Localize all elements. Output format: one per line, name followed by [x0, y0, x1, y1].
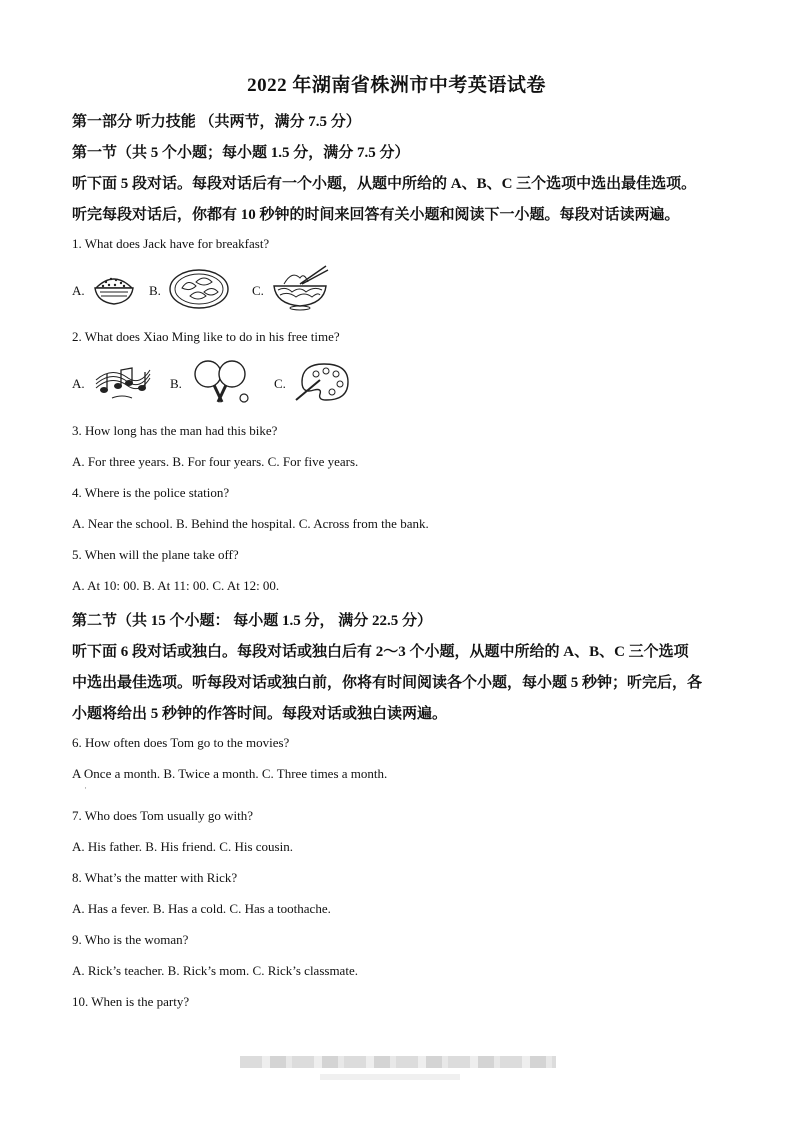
section2-instructions-3: 小题将给出 5 秒钟的作答时间。每段对话或独白读两遍。	[72, 706, 448, 722]
question-3-options: A. For three years. B. For four years. C. For five years.	[72, 454, 359, 469]
question-2: 2. What does Xiao Ming like to do in his free time?	[72, 329, 340, 344]
q2-option-c-label: C.	[274, 376, 286, 391]
question-7-options: A. His father. B. His friend. C. His cousin.	[72, 839, 293, 854]
section2-instructions-1: 听下面 6 段对话或独白。每段对话或独白后有 2～3 个小题，从题中所给的 A、B、C 三个选项	[72, 644, 689, 660]
question-10: 10. When is the party?	[72, 994, 190, 1009]
question-5: 5. When will the plane take off?	[72, 547, 239, 562]
question-5-options: A. At 10: 00. B. At 11: 00. C. At 12: 00.	[72, 578, 280, 593]
page-title: 2022 年湖南省株洲市中考英语试卷	[247, 75, 546, 96]
q2-option-b-label: B.	[170, 376, 182, 391]
section2-instructions-2: 中选出最佳选项。听每段对话或独白前，你将有时间阅读各个小题，每小题 5 秒钟；听完后，各	[72, 675, 703, 691]
question-9: 9. Who is the woman?	[72, 932, 189, 947]
music-notes-icon	[92, 360, 154, 402]
rice-bowl-icon	[92, 270, 136, 308]
question-1: 1. What does Jack have for breakfast?	[72, 236, 270, 251]
ping-pong-paddles-icon	[190, 358, 250, 408]
section1-instructions-1: 听下面 5 段对话。每段对话后有一个小题，从题中所给的 A、B、C 三个选项中选出最佳选项。	[72, 176, 697, 192]
question-8-options: A. Has a fever. B. Has a cold. C. Has a toothache.	[72, 901, 331, 916]
scan-speck: ·	[84, 783, 87, 793]
question-8: 8. What’s the matter with Rick?	[72, 870, 238, 885]
dumplings-plate-icon	[168, 268, 230, 310]
question-6: 6. How often does Tom go to the movies?	[72, 735, 290, 750]
section2-heading: 第二节（共 15 个小题： 每小题 1.5 分， 满分 22.5 分）	[72, 613, 433, 629]
section1-heading: 第一节（共 5 个小题；每小题 1.5 分，满分 7.5 分）	[72, 145, 410, 161]
question-9-options: A. Rick’s teacher. B. Rick’s mom. C. Rick’s classmate.	[72, 963, 358, 978]
paint-palette-icon	[294, 360, 352, 404]
question-3: 3. How long has the man had this bike?	[72, 423, 278, 438]
part1-heading: 第一部分 听力技能 （共两节，满分 7.5 分）	[72, 114, 361, 130]
question-7: 7. Who does Tom usually go with?	[72, 808, 253, 823]
question-4-options: A. Near the school. B. Behind the hospital. C. Across from the bank.	[72, 516, 429, 531]
blurred-footer	[240, 1056, 556, 1068]
question-6-options: A Once a month. B. Twice a month. C. Three times a month.	[72, 766, 388, 781]
noodles-bowl-icon	[270, 262, 330, 312]
blurred-footer-sub	[320, 1074, 460, 1080]
q1-option-a-label: A.	[72, 283, 85, 298]
section1-instructions-2: 听完每段对话后，你都有 10 秒钟的时间来回答有关小题和阅读下一小题。每段对话读两遍。	[72, 207, 680, 223]
q2-option-a-label: A.	[72, 376, 85, 391]
question-4: 4. Where is the police station?	[72, 485, 230, 500]
q1-option-c-label: C.	[252, 283, 264, 298]
q1-option-b-label: B.	[149, 283, 161, 298]
